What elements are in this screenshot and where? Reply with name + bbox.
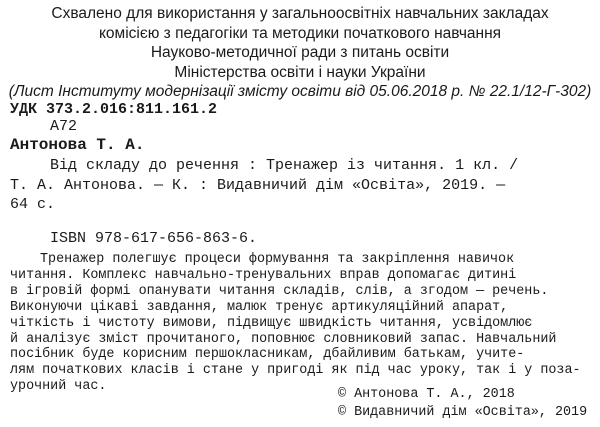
annotation-line: читання. Комплекс навчально-тренувальних вправ допомагає дитині <box>10 267 517 283</box>
annotation-text <box>10 252 581 395</box>
approval-letter-reference: (Лист Інституту модернізації змісту освіти від 05.06.2018 р. № 22.1/12-Г-302) <box>8 83 592 100</box>
bibliographic-description <box>10 156 518 215</box>
author-mark: А72 <box>50 118 78 135</box>
annotation-line: посібник буде корисним першокласникам, дбайливим батькам, учите- <box>10 347 525 363</box>
bibliographic-line: Від складу до речення : Тренажер із читання. 1 кл. / <box>50 157 519 174</box>
annotation-line: Виконуючи цікаві завдання, малюк тренує артикуляційний апарат, <box>10 299 509 315</box>
bibliographic-line: Т. А. Антонова. — К. : Видавничий дім «Освіта», 2019. — <box>10 176 506 194</box>
annotation-line: Тренажер полегшує процеси формування та закріплення навичок <box>40 252 515 267</box>
approval-line: Міністерства освіти і науки України <box>174 63 426 81</box>
annotation-line: чіткість і чистоту вимови, підвищує швидкість читання, усвідомлює <box>10 315 533 331</box>
bibliographic-line: 64 с. <box>10 196 56 213</box>
annotation-line: в ігровій формі опанувати читання складів, слів, а згодом — речень. <box>10 283 549 299</box>
annotation-line: урочний час. <box>10 379 107 395</box>
approval-line: комісією з педагогіки та методики початкового навчання <box>98 24 502 42</box>
udk-code: УДК 373.2.016:811.161.2 <box>10 101 218 118</box>
approval-line: Схвалено для використання у загальноосвітніх навчальних закладах <box>51 5 549 22</box>
book-author: Антонова Т. А. <box>10 136 145 154</box>
approval-line: Науково-методичної ради з питань освіти <box>150 44 450 61</box>
annotation-line: й аналізує зміст прочитаного, поповнює словниковий запас. Навчальний <box>10 331 557 347</box>
copyright-line: © Антонова Т. А., 2018 <box>338 387 515 402</box>
copyright-notice <box>338 386 587 422</box>
copyright-line: © Видавничий дім «Освіта», 2019 <box>338 405 588 420</box>
approval-notice <box>0 4 600 102</box>
isbn: ISBN 978-617-656-863-6. <box>50 230 258 247</box>
annotation-line: лям початкових класів і стане у пригоді як під час уроку, так і у поза- <box>10 363 581 379</box>
